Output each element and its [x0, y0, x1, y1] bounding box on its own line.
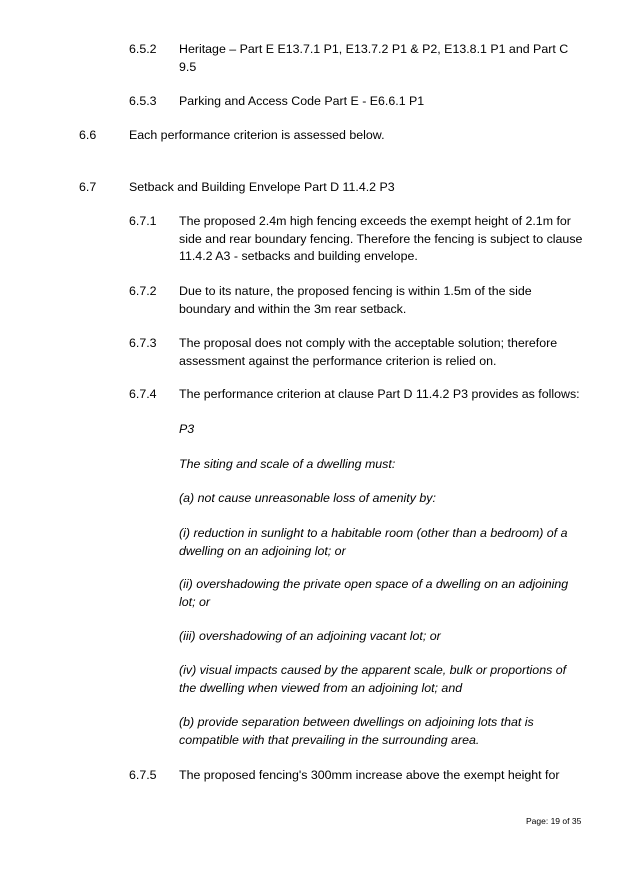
- quote-line: (iii) overshadowing of an adjoining vacant lot; or: [179, 629, 441, 643]
- section-number: 6.7: [79, 180, 97, 194]
- section-number: 6.6: [79, 128, 97, 142]
- section-number: 6.7.3: [129, 336, 157, 350]
- section-text: Due to its nature, the proposed fencing is within 1.5m of the side boundary and within the 3m rear setback.: [179, 284, 532, 316]
- section-text: The proposed 2.4m high fencing exceeds the exempt height of 2.1m for side and rear boundary fencing. Therefore the fencing is subject to clause 11.4.2 A3 - setbacks and building envelope.: [179, 214, 583, 263]
- section-text: The performance criterion at clause Part D 11.4.2 P3 provides as follows:: [179, 387, 580, 401]
- page-number: Page: 19 of 35: [526, 816, 582, 826]
- section-number: 6.5.2: [129, 42, 157, 56]
- quote-line: The siting and scale of a dwelling must:: [179, 457, 396, 471]
- section-text: The proposed fencing's 300mm increase above the exempt height for: [179, 768, 560, 782]
- section-text: Heritage – Part E E13.7.1 P1, E13.7.2 P1 & P2, E13.8.1 P1 and Part C 9.5: [179, 42, 569, 74]
- section-number: 6.7.2: [129, 284, 157, 298]
- section-text: The proposal does not comply with the acceptable solution; therefore assessment against the performance criterion is relied on.: [179, 336, 558, 368]
- quote-line: P3: [179, 422, 195, 436]
- section-heading: Setback and Building Envelope Part D 11.4.2 P3: [129, 180, 395, 194]
- quote-line: (iv) visual impacts caused by the apparent scale, bulk or proportions of the dwelling when viewed from an adjoining lot; and: [179, 663, 567, 695]
- section-number: 6.7.5: [129, 768, 157, 782]
- section-number: 6.5.3: [129, 94, 157, 108]
- quote-line: (i) reduction in sunlight to a habitable room (other than a bedroom) of a dwelling on an adjoining lot; or: [179, 526, 568, 558]
- quote-line: (b) provide separation between dwellings on adjoining lots that is compatible with that prevailing in the surrounding area.: [179, 715, 534, 747]
- section-text: Each performance criterion is assessed below.: [129, 128, 385, 142]
- section-number: 6.7.1: [129, 214, 157, 228]
- quote-line: (ii) overshadowing the private open space of a dwelling on an adjoining lot; or: [179, 577, 569, 609]
- quote-line: (a) not cause unreasonable loss of amenity by:: [179, 491, 436, 505]
- section-text: Parking and Access Code Part E - E6.6.1 P1: [179, 94, 425, 108]
- section-number: 6.7.4: [129, 387, 157, 401]
